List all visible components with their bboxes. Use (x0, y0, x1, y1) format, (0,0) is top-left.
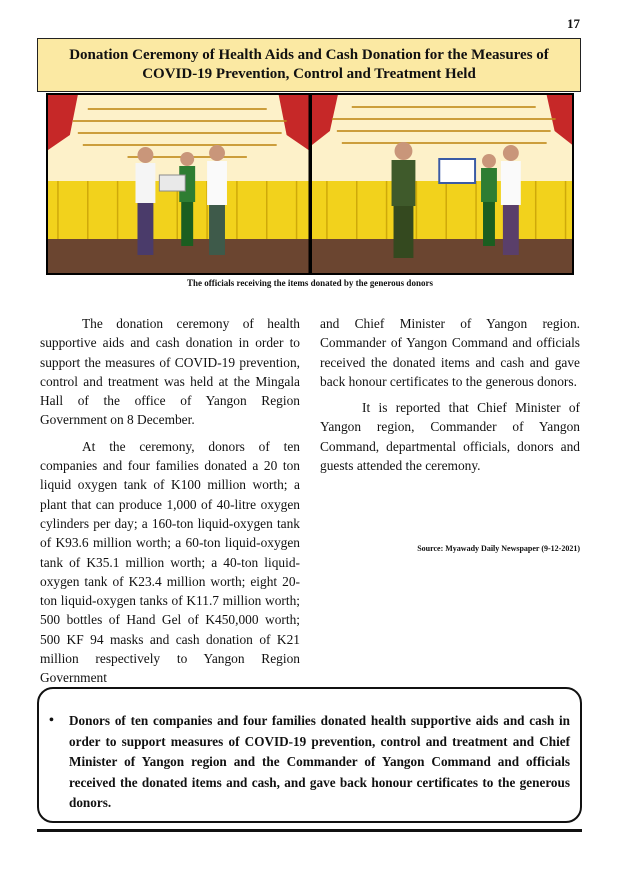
page-number: 17 (567, 16, 580, 31)
photo-caption: The officials receiving the items donated by the generous donors (187, 278, 433, 288)
paragraph: It is reported that Chief Minister of Yangon region, Commander of Yangon Command, departmental officials, donors and guests attended the ceremony. (320, 400, 580, 474)
summary-box (37, 687, 582, 823)
paragraph-continued: and Chief Minister of Yangon region. Commander of Yangon Command and officials received the donated items and cash and gave back honour certificates to the generous donors. (320, 316, 580, 389)
paragraph: At the ceremony, donors of ten companies and four families donated a 20 ton liquid oxygen tank of K100 million worth; a plant that can produce 1,000 of 40-litre oxygen cylinders per day; a 160-ton liquid-oxygen tank of K93.6 million worth; a 60-ton liquid-oxygen tank of K35.1 million worth; a 40-ton liquid-oxygen tank of K23.4 million worth; eight 20-ton liquid-oxygen tanks of K11.7 million worth; 500 bottles of Hand Gel of K450,000 worth; 500 KF 94 masks and cash donation of K21 million respectively to Yangon Region Government (40, 438, 300, 686)
ceremony-photo-right (312, 95, 573, 273)
summary-text: Donors of ten companies and four families donated health supportive aids and cash in order to support measures of COVID-19 prevention, control and treatment and Chief Minister of Yangon region and the Commander of Yangon Command and officials received the donated items and cash, and gave back honour certificates to the generous donors. (69, 713, 570, 810)
article-title (37, 38, 581, 92)
ceremony-photo-left (48, 95, 309, 273)
article-column-right (320, 314, 580, 482)
bullet-icon: • (49, 713, 54, 728)
bottom-rule (37, 829, 582, 832)
paragraph: The donation ceremony of health supportive aids and cash donation in order to support the measures of COVID-19 prevention, control and treatment was held at the Mingala Hall of the office of Yangon Region Government on 8 December. (40, 316, 300, 428)
photo-strip (46, 93, 574, 275)
article-column-left (40, 314, 300, 695)
article-title-text: Donation Ceremony of Health Aids and Cash Donation for the Measures of COVID-19 Prevention, Control and Treatment Held (69, 47, 549, 82)
source-credit: Source: Myawady Daily Newspaper (9-12-2021) (417, 544, 580, 553)
